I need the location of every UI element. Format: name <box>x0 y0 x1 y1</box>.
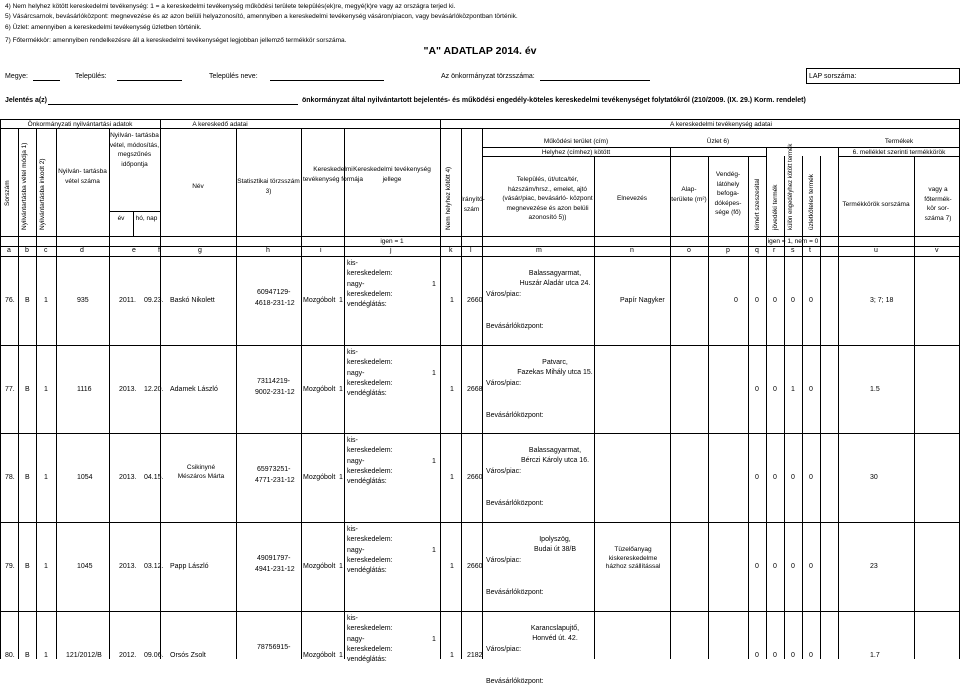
cell-r: 0 <box>773 297 777 304</box>
jelleg-vend: vendéglátás: <box>347 390 387 397</box>
letter-s: s <box>791 247 795 254</box>
cell-u: 1.7 <box>870 652 880 659</box>
cell-s: 0 <box>791 297 795 304</box>
letter-f: f <box>158 247 160 254</box>
jelleg-kis: kis- <box>347 615 358 622</box>
cell-forma: Mozgóbolt <box>303 652 336 659</box>
cell-irsz: 2660 <box>467 474 483 481</box>
letter-u: u <box>874 247 878 254</box>
cell-r: 0 <box>773 563 777 570</box>
hdr-elnevezes: Elnevezés <box>617 195 647 202</box>
cell-q: 0 <box>755 563 759 570</box>
jelleg-nagyk: kereskedelem: <box>347 557 393 564</box>
cell-ev: 2011. <box>119 297 136 304</box>
letter-p: p <box>726 247 730 254</box>
jelleg-kisk: kereskedelem: <box>347 447 393 454</box>
lap-label: LAP sorszáma: <box>809 73 857 80</box>
jelleg-nagy: nagy- <box>347 458 365 465</box>
footnote-7: 7) Főtermékkör: amennyiben rendelkezésre áll a kereskedelmi tevékenységet legjobban jellemző termékkör sorszáma. <box>5 37 347 44</box>
cell-sorszam: 76. <box>5 297 15 304</box>
group-uzlet: Üzlet 6) <box>706 138 730 145</box>
cell-ev: 2013. <box>119 386 137 393</box>
cell-stat-2: 4941-231-12 <box>255 566 295 573</box>
cell-s: 0 <box>791 474 795 481</box>
letter-k: k <box>449 247 453 254</box>
cell-nev: Papp László <box>170 563 209 570</box>
cell-s: 0 <box>791 563 795 570</box>
hdr-forma: Kereskedelmi tevékenység formája <box>303 166 363 183</box>
cell-sorszam: 79. <box>5 563 15 570</box>
cell-t: 0 <box>809 652 813 659</box>
cell-ev: 2013. <box>119 563 137 570</box>
megye-label: Megye: <box>5 73 28 80</box>
cell-nev: Adamek László <box>170 386 218 393</box>
cell-stat-1: 49091797- <box>257 555 291 562</box>
cell-r: 0 <box>773 474 777 481</box>
cell-varos: Város/piac: <box>486 557 522 564</box>
cell-u: 3; 7; 18 <box>870 297 894 304</box>
cell-p: 0 <box>734 297 738 304</box>
cell-cim-1: Patvarc, <box>542 359 568 366</box>
cell-q: 0 <box>755 297 759 304</box>
group-termekek: Termékek <box>884 138 914 145</box>
hdr-stat: Statisztikai törzsszám 3) <box>237 178 300 195</box>
cell-q: 0 <box>755 474 759 481</box>
jelleg-vend: vendéglátás: <box>347 567 387 574</box>
jelleg-kis: kis- <box>347 349 358 356</box>
hdr-nyilv-modja: Nyilvántartásba vétel módja 1) <box>21 142 28 230</box>
cell-bevas: Bevásárlóközpont: <box>486 412 544 419</box>
jelentes-text: önkormányzat által nyilvántartott bejelentés- és működési engedély-köteles kereskedelmi tevékenységet folytatókról (210/2009. (IX. 29.) Korm. rendelet) <box>302 97 806 104</box>
letter-t: t <box>809 247 811 254</box>
cell-b: B <box>25 386 30 393</box>
jelleg-vend: vendéglátás: <box>347 656 387 663</box>
hdr-kimert: kimért szeszesital <box>754 178 761 230</box>
jelentes-field[interactable] <box>48 104 298 105</box>
torzsszam-field[interactable] <box>540 80 650 81</box>
jelleg-vend: vendéglátás: <box>347 301 387 308</box>
cell-d: 1045 <box>77 563 93 570</box>
group-mell6: 6. melléklet szerinti termékkörök <box>852 149 946 156</box>
cell-jv: 1 <box>432 281 436 288</box>
igen-label-1: igen = 1 <box>380 238 404 245</box>
cell-honap: 03.12. <box>144 563 164 570</box>
hdr-honap: hó, nap <box>135 215 158 222</box>
cell-stat-2: 4618-231-12 <box>255 300 295 307</box>
jelleg-nagyk: kereskedelem: <box>347 646 393 653</box>
cell-stat-1: 60947129- <box>257 289 291 296</box>
jelleg-kisk: kereskedelem: <box>347 359 393 366</box>
hdr-vendeg: Vendég- látóhely befoga- dóképes- sége (fő) <box>714 171 742 216</box>
letter-o: o <box>687 247 691 254</box>
cell-jv: 1 <box>432 636 436 643</box>
cell-stat-2: 9002-231-12 <box>255 389 295 396</box>
cell-b: B <box>25 474 30 481</box>
cell-r: 0 <box>773 652 777 659</box>
group-helyhez: Helyhez (címhez) kötött <box>541 149 611 156</box>
jelleg-kis: kis- <box>347 437 358 444</box>
letter-m: m <box>536 247 542 254</box>
telepules-neve-field[interactable] <box>270 80 384 81</box>
cell-nh: 1 <box>339 563 343 570</box>
cell-varos: Város/piac: <box>486 646 522 653</box>
cell-t: 0 <box>809 297 813 304</box>
cell-irsz: 2668 <box>467 386 483 393</box>
cell-forma: Mozgóbolt <box>303 386 336 393</box>
cell-q: 0 <box>755 386 759 393</box>
cell-nem-helyhez: 1 <box>450 297 454 304</box>
cell-varos: Város/piac: <box>486 468 522 475</box>
cell-nem-helyhez: 1 <box>450 563 454 570</box>
cell-nev: Orsós Zsolt <box>170 652 206 659</box>
cell-stat-2: 4771-231-12 <box>255 477 295 484</box>
cell-honap: 09.23. <box>144 297 164 304</box>
letter-i: i <box>320 247 322 254</box>
cell-forma: Mozgóbolt <box>303 563 336 570</box>
hdr-ev: év <box>117 215 125 222</box>
cell-c: 1 <box>44 474 48 481</box>
cell-cim-2: Honvéd út. 42. <box>532 635 578 642</box>
cell-jv: 1 <box>432 547 436 554</box>
hdr-jovedeki: jövedéki termék <box>772 184 779 230</box>
telepules-neve-label: Település neve: <box>209 73 258 80</box>
cell-cim-1: Balassagyarmat, <box>528 270 582 277</box>
cell-c: 1 <box>44 563 48 570</box>
cell-nem-helyhez: 1 <box>450 474 454 481</box>
cell-elnevezes: Papír Nagyker <box>620 297 665 304</box>
cell-stat-1: 73114219- <box>257 378 290 385</box>
cell-nem-helyhez: 1 <box>450 652 454 659</box>
cell-nh: 1 <box>339 386 343 393</box>
cell-forma: Mozgóbolt <box>303 474 336 481</box>
cell-t: 0 <box>809 386 813 393</box>
cell-s: 0 <box>791 652 795 659</box>
hdr-idopont: Nyilván- tartásba vétel, módosítás, megszűnés időpontja <box>109 132 160 168</box>
cell-honap: 09.06. <box>144 652 164 659</box>
hdr-alapterulet: Alap- területe (m²) <box>671 186 707 203</box>
letter-g: g <box>198 247 202 254</box>
cell-bevas: Bevásárlóközpont: <box>486 500 544 507</box>
jelleg-nagyk: kereskedelem: <box>347 380 393 387</box>
cell-cim-2: Bérczi Károly utca 16. <box>520 457 590 464</box>
cell-c: 1 <box>44 652 48 659</box>
telepules-field[interactable] <box>117 80 182 81</box>
letter-h: h <box>266 247 270 254</box>
telepules-label: Település: <box>75 73 107 80</box>
jelleg-nagyk: kereskedelem: <box>347 468 393 475</box>
cell-d: 1054 <box>77 474 93 481</box>
cell-stat-1: 78756915- <box>257 644 291 651</box>
hdr-fotermek: vagy a főtermék- kör sor- száma 7) <box>924 186 952 222</box>
jelleg-nagy: nagy- <box>347 547 365 554</box>
igen-label-2: igen = 1, nem = 0 <box>767 238 819 245</box>
cell-jv: 1 <box>432 458 436 465</box>
group-mukodesi: Működési terület (cím) <box>543 138 609 145</box>
cell-nev: Csikinyné Mészáros Márta <box>177 464 225 480</box>
letter-e: e <box>132 247 136 254</box>
cell-c: 1 <box>44 386 48 393</box>
cell-bevas: Bevásárlóközpont: <box>486 678 544 685</box>
jelleg-vend: vendéglátás: <box>347 478 387 485</box>
page-title: "A" ADATLAP 2014. év <box>423 45 537 57</box>
cell-cim-2: Budai út 38/B <box>533 546 577 553</box>
jelleg-nagy: nagy- <box>347 370 365 377</box>
hdr-nem-helyhez: Nem helyhez kötött 4) <box>445 166 452 230</box>
group-tevekenyseg: A kereskedelmi tevékenység adatai <box>670 121 772 128</box>
cell-sorszam: 77. <box>5 386 15 393</box>
group-kereskedo: A kereskedő adatai <box>192 121 248 128</box>
letter-a: a <box>7 247 11 254</box>
cell-cim-2: Huszár Aladár utca 24. <box>519 280 591 287</box>
cell-b: B <box>25 563 30 570</box>
jelleg-kisk: kereskedelem: <box>347 270 393 277</box>
jelleg-kisk: kereskedelem: <box>347 536 393 543</box>
cell-q: 0 <box>755 652 759 659</box>
cell-honap: 12.20. <box>144 386 164 393</box>
hdr-jelleg: Kereskedelmi tevékenység jellege <box>353 166 431 183</box>
hdr-kulon: külön engedélyhez kötött termék <box>788 143 794 230</box>
cell-jv: 1 <box>432 370 436 377</box>
jelentes-label: Jelentés a(z) <box>5 97 48 104</box>
cell-d: 935 <box>77 297 89 304</box>
cell-nh: 1 <box>339 297 343 304</box>
cell-c: 1 <box>44 297 48 304</box>
cell-irsz: 2660 <box>467 297 483 304</box>
cell-nh: 1 <box>339 474 343 481</box>
jelleg-kis: kis- <box>347 526 358 533</box>
letter-d: d <box>80 247 84 254</box>
letter-v: v <box>935 247 939 254</box>
cell-varos: Város/piac: <box>486 291 522 298</box>
cell-b: B <box>25 652 30 659</box>
cell-nev: Baskó Nikolett <box>170 297 215 304</box>
cell-varos: Város/piac: <box>486 380 522 387</box>
cell-bevas: Bevásárlóközpont: <box>486 589 544 596</box>
cell-forma: Mozgóbolt <box>303 297 336 304</box>
cell-cim-1: Balassagyarmat, <box>528 447 582 454</box>
letter-j: j <box>390 247 392 254</box>
cell-u: 23 <box>870 563 878 570</box>
cell-nem-helyhez: 1 <box>450 386 454 393</box>
hdr-nev: Név <box>192 183 204 190</box>
cell-cim-2: Fazekas Mihály utca 15. <box>517 369 593 376</box>
footnote-6: 6) Üzlet: amennyiben a kereskedelmi tevékenység üzletben történik. <box>5 24 202 31</box>
letter-q: q <box>755 247 759 254</box>
cell-honap: 04.15. <box>144 474 164 481</box>
cell-t: 0 <box>809 563 813 570</box>
footnote-4: 4) Nem helyhez kötött kereskedelmi tevékenység: 1 = a kereskedelmi tevékenység működési területe település(ek)re, megyé(k)re vagy az országra terjed ki. <box>5 3 456 10</box>
cell-r: 0 <box>773 386 777 393</box>
jelleg-kisk: kereskedelem: <box>347 625 393 632</box>
cell-t: 0 <box>809 474 813 481</box>
cell-d: 121/2012/B <box>66 652 102 659</box>
jelleg-kis: kis- <box>347 260 358 267</box>
cell-d: 1116 <box>77 386 92 393</box>
cell-elnevezes: Tüzelőanyag kiskereskedelme házhoz szállítással <box>605 546 661 570</box>
hdr-iranyito: Irányító- szám <box>461 196 485 213</box>
jelleg-nagyk: kereskedelem: <box>347 291 393 298</box>
letter-l: l <box>470 247 472 254</box>
letter-n: n <box>630 247 634 254</box>
cell-u: 1.5 <box>870 386 880 393</box>
hdr-telep-cim: Település, út/utca/tér, házszám/hrsz., emelet, ajtó (vásár/piac, bevásárló- központ megnevezése és azon belüli azonosító 5)) <box>502 176 593 221</box>
cell-bevas: Bevásárlóközpont: <box>486 323 544 330</box>
cell-ev: 2012. <box>119 652 137 659</box>
footnote-5: 5) Vásárcsarnok, bevásárlóközpont: megnevezése és az azon belüli helyazonosító, amennyiben a kereskedelmi tevékenység vásáron/piacon, vagy bevásárlóközpontban történik. <box>5 13 518 20</box>
cell-cim-1: Karancslapujtő, <box>530 625 580 632</box>
jelleg-nagy: nagy- <box>347 636 365 643</box>
cell-stat-1: 65973251- <box>257 466 291 473</box>
cell-u: 30 <box>870 474 878 481</box>
cell-irsz: 2660 <box>467 563 483 570</box>
hdr-uzletkoteles: üzletköteles termék <box>808 174 815 230</box>
letter-r: r <box>773 247 776 254</box>
megye-field[interactable] <box>33 80 60 81</box>
torzsszam-label: Az önkormányzat törzsszáma: <box>441 73 535 80</box>
cell-irsz: 2182 <box>467 652 483 659</box>
hdr-nyilv-szama: Nyilván- tartásba vétel száma <box>58 168 107 185</box>
cell-cim-1: Ipolyszög, <box>539 536 571 543</box>
cell-sorszam: 80. <box>5 652 15 659</box>
group-onkormanyzati: Önkormányzati nyilvántartási adatok <box>27 121 133 128</box>
cell-nh: 1 <box>339 652 343 659</box>
cell-ev: 2013. <box>119 474 137 481</box>
letter-c: c <box>44 247 48 254</box>
hdr-nyilv-inkodt: Nyilvántartásba inkodt 2) <box>39 158 46 230</box>
cell-b: B <box>25 297 30 304</box>
letter-b: b <box>25 247 29 254</box>
hdr-termekkorok: Termékkörök sorszáma <box>842 201 910 208</box>
cell-s: 1 <box>791 386 795 393</box>
cell-sorszam: 78. <box>5 474 15 481</box>
jelleg-nagy: nagy- <box>347 281 365 288</box>
hdr-sorszam: Sorszám <box>4 180 11 206</box>
